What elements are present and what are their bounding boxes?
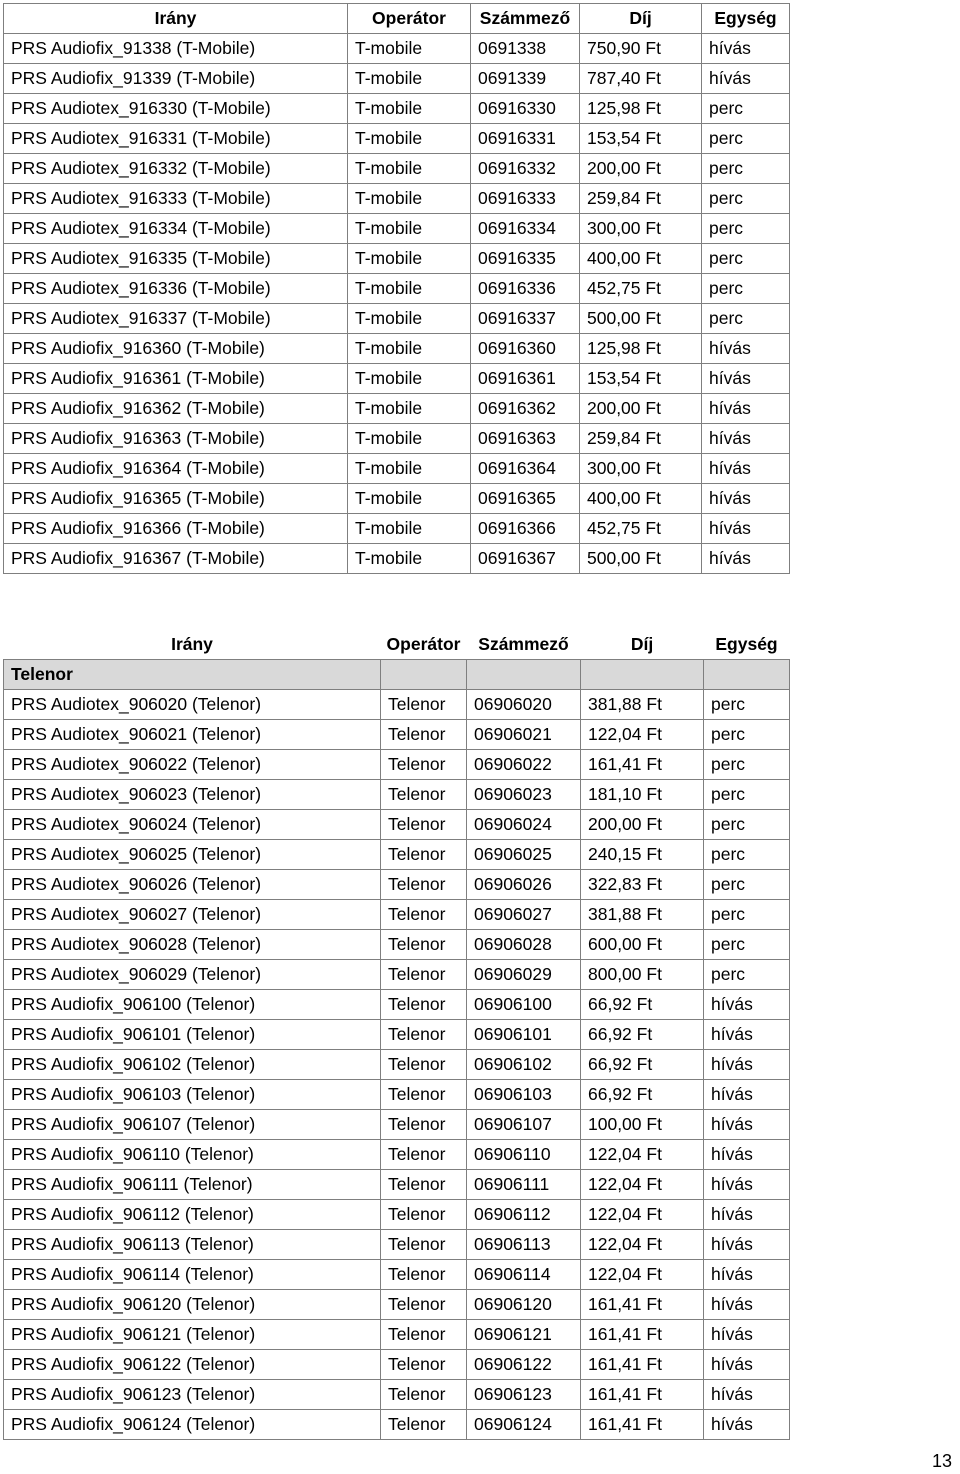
dij-cell: 122,04 Ft (581, 1140, 704, 1170)
table-row (4, 544, 790, 574)
egyseg-cell: perc (704, 750, 790, 780)
szammezo-cell: 06906026 (467, 870, 581, 900)
szammezo-cell: 0691338 (471, 34, 580, 64)
egyseg-cell: hívás (704, 1050, 790, 1080)
szammezo-cell: 06906024 (467, 810, 581, 840)
egyseg-cell: hívás (704, 1410, 790, 1440)
irany-cell: PRS Audiotex_906029 (Telenor) (4, 960, 381, 990)
egyseg-cell: hívás (704, 1170, 790, 1200)
table-row (4, 1200, 790, 1230)
dij-cell: 259,84 Ft (580, 424, 702, 454)
dij-cell: 200,00 Ft (580, 154, 702, 184)
table-header-row (4, 4, 790, 34)
operator-cell: Telenor (381, 990, 467, 1020)
operator-cell: Telenor (381, 1020, 467, 1050)
dij-cell: 122,04 Ft (581, 1200, 704, 1230)
egyseg-cell: hívás (702, 334, 790, 364)
table-row (4, 1020, 790, 1050)
col-header-irany: Irány (171, 633, 213, 654)
table-row (4, 990, 790, 1020)
table-row (4, 870, 790, 900)
szammezo-cell: 06916360 (471, 334, 580, 364)
table-row (4, 64, 790, 94)
table-row (4, 840, 790, 870)
egyseg-cell: perc (702, 94, 790, 124)
dij-cell: 240,15 Ft (581, 840, 704, 870)
table-row (4, 1380, 790, 1410)
egyseg-cell: hívás (704, 1020, 790, 1050)
irany-cell: PRS Audiotex_906025 (Telenor) (4, 840, 381, 870)
col-header-irany: Irány (4, 4, 348, 34)
dij-cell: 400,00 Ft (580, 244, 702, 274)
dij-cell: 66,92 Ft (581, 1080, 704, 1110)
operator-cell: Telenor (381, 1230, 467, 1260)
group-row-telenor (4, 660, 790, 690)
dij-cell: 66,92 Ft (581, 1020, 704, 1050)
szammezo-cell: 06906020 (467, 690, 581, 720)
irany-cell: PRS Audiotex_906023 (Telenor) (4, 780, 381, 810)
table-row (4, 364, 790, 394)
operator-cell: T-mobile (348, 64, 471, 94)
egyseg-cell: hívás (702, 484, 790, 514)
table-row (4, 750, 790, 780)
table-row (4, 930, 790, 960)
irany-cell: PRS Audiotex_906022 (Telenor) (4, 750, 381, 780)
dij-cell: 161,41 Ft (581, 1350, 704, 1380)
irany-cell: PRS Audiofix_916367 (T-Mobile) (4, 544, 348, 574)
dij-cell: 452,75 Ft (580, 514, 702, 544)
irany-cell: PRS Audiofix_906114 (Telenor) (4, 1260, 381, 1290)
table-row (4, 1110, 790, 1140)
irany-cell: PRS Audiotex_916331 (T-Mobile) (4, 124, 348, 154)
dij-cell: 259,84 Ft (580, 184, 702, 214)
dij-cell: 125,98 Ft (580, 334, 702, 364)
operator-cell: Telenor (381, 960, 467, 990)
dij-cell: 100,00 Ft (581, 1110, 704, 1140)
operator-cell: T-mobile (348, 514, 471, 544)
table-row (4, 394, 790, 424)
operator-cell: Telenor (381, 1140, 467, 1170)
szammezo-cell: 06916367 (471, 544, 580, 574)
szammezo-cell: 06906113 (467, 1230, 581, 1260)
operator-cell: T-mobile (348, 34, 471, 64)
egyseg-cell: perc (702, 304, 790, 334)
irany-cell: PRS Audiotex_916335 (T-Mobile) (4, 244, 348, 274)
col-header-egyseg: Egység (702, 4, 790, 34)
dij-cell: 161,41 Ft (581, 1380, 704, 1410)
szammezo-cell: 06906027 (467, 900, 581, 930)
operator-cell: T-mobile (348, 424, 471, 454)
szammezo-cell: 06916337 (471, 304, 580, 334)
dij-cell: 381,88 Ft (581, 690, 704, 720)
szammezo-cell: 06906029 (467, 960, 581, 990)
dij-cell: 122,04 Ft (581, 720, 704, 750)
szammezo-cell: 06906028 (467, 930, 581, 960)
table-row (4, 1230, 790, 1260)
irany-cell: PRS Audiofix_916362 (T-Mobile) (4, 394, 348, 424)
irany-cell: PRS Audiofix_906123 (Telenor) (4, 1380, 381, 1410)
irany-cell: PRS Audiofix_91338 (T-Mobile) (4, 34, 348, 64)
col-header-szammezo: Számmező (478, 633, 569, 654)
irany-cell: PRS Audiotex_916330 (T-Mobile) (4, 94, 348, 124)
table-row (4, 244, 790, 274)
egyseg-cell: hívás (704, 1140, 790, 1170)
operator-cell: Telenor (381, 1050, 467, 1080)
operator-cell: Telenor (381, 1200, 467, 1230)
operator-cell: T-mobile (348, 334, 471, 364)
operator-cell: T-mobile (348, 544, 471, 574)
egyseg-cell: perc (704, 720, 790, 750)
irany-cell: PRS Audiofix_916361 (T-Mobile) (4, 364, 348, 394)
szammezo-cell: 06906107 (467, 1110, 581, 1140)
szammezo-cell: 06906021 (467, 720, 581, 750)
operator-cell: T-mobile (348, 184, 471, 214)
egyseg-cell: perc (704, 960, 790, 990)
operator-cell: Telenor (381, 1110, 467, 1140)
szammezo-cell: 06906124 (467, 1410, 581, 1440)
szammezo-cell: 06906112 (467, 1200, 581, 1230)
egyseg-cell: perc (702, 154, 790, 184)
operator-cell: Telenor (381, 1260, 467, 1290)
table-row (4, 1140, 790, 1170)
szammezo-cell: 06916362 (471, 394, 580, 424)
egyseg-cell: hívás (704, 1380, 790, 1410)
egyseg-cell: perc (704, 810, 790, 840)
szammezo-cell: 06906110 (467, 1140, 581, 1170)
egyseg-cell: hívás (704, 1200, 790, 1230)
operator-cell: Telenor (381, 1170, 467, 1200)
egyseg-cell: perc (702, 124, 790, 154)
irany-cell: PRS Audiotex_916334 (T-Mobile) (4, 214, 348, 244)
egyseg-cell: hívás (702, 454, 790, 484)
operator-cell: Telenor (381, 900, 467, 930)
egyseg-cell: hívás (702, 544, 790, 574)
operator-cell: Telenor (381, 1350, 467, 1380)
szammezo-cell: 06916330 (471, 94, 580, 124)
table-row (4, 900, 790, 930)
irany-cell: PRS Audiofix_906107 (Telenor) (4, 1110, 381, 1140)
table-row (4, 334, 790, 364)
dij-cell: 750,90 Ft (580, 34, 702, 64)
operator-cell: Telenor (381, 1380, 467, 1410)
irany-cell: PRS Audiofix_906122 (Telenor) (4, 1350, 381, 1380)
szammezo-cell: 06916365 (471, 484, 580, 514)
operator-cell: T-mobile (348, 124, 471, 154)
table-row (4, 1260, 790, 1290)
szammezo-cell: 06906101 (467, 1020, 581, 1050)
dij-cell: 500,00 Ft (580, 304, 702, 334)
table-row (4, 810, 790, 840)
irany-cell: PRS Audiotex_916333 (T-Mobile) (4, 184, 348, 214)
operator-cell: T-mobile (348, 394, 471, 424)
egyseg-cell: hívás (702, 424, 790, 454)
operator-cell: Telenor (381, 720, 467, 750)
table-row (4, 514, 790, 544)
dij-cell: 381,88 Ft (581, 900, 704, 930)
table-row (4, 1080, 790, 1110)
col-header-egyseg: Egység (715, 633, 778, 654)
irany-cell: PRS Audiofix_906124 (Telenor) (4, 1410, 381, 1440)
irany-cell: PRS Audiofix_906112 (Telenor) (4, 1200, 381, 1230)
col-header-dij: Díj (630, 633, 654, 654)
egyseg-cell: hívás (704, 1080, 790, 1110)
irany-cell: PRS Audiofix_916363 (T-Mobile) (4, 424, 348, 454)
dij-cell: 200,00 Ft (580, 394, 702, 424)
tmobile-rates-table (3, 3, 790, 574)
irany-cell: PRS Audiofix_906101 (Telenor) (4, 1020, 381, 1050)
szammezo-cell: 06916336 (471, 274, 580, 304)
table-row (4, 214, 790, 244)
dij-cell: 300,00 Ft (580, 214, 702, 244)
operator-cell: Telenor (381, 1410, 467, 1440)
operator-cell: T-mobile (348, 154, 471, 184)
dij-cell: 200,00 Ft (581, 810, 704, 840)
dij-cell: 452,75 Ft (580, 274, 702, 304)
egyseg-cell: hívás (704, 1350, 790, 1380)
szammezo-cell: 06916332 (471, 154, 580, 184)
dij-cell: 500,00 Ft (580, 544, 702, 574)
dij-cell: 800,00 Ft (581, 960, 704, 990)
szammezo-cell: 06906114 (467, 1260, 581, 1290)
szammezo-cell: 06916366 (471, 514, 580, 544)
szammezo-cell: 06906025 (467, 840, 581, 870)
egyseg-cell: hívás (702, 34, 790, 64)
szammezo-cell: 06906122 (467, 1350, 581, 1380)
col-header-operator: Operátor (348, 4, 471, 34)
egyseg-cell: perc (704, 870, 790, 900)
operator-cell: T-mobile (348, 94, 471, 124)
dij-cell: 161,41 Ft (581, 1410, 704, 1440)
group-label: Telenor (4, 660, 381, 690)
dij-cell: 181,10 Ft (581, 780, 704, 810)
szammezo-cell: 06906120 (467, 1290, 581, 1320)
szammezo-cell: 06916363 (471, 424, 580, 454)
dij-cell: 322,83 Ft (581, 870, 704, 900)
irany-cell: PRS Audiofix_906103 (Telenor) (4, 1080, 381, 1110)
szammezo-cell: 0691339 (471, 64, 580, 94)
table-row (4, 1290, 790, 1320)
szammezo-cell: 06906123 (467, 1380, 581, 1410)
irany-cell: PRS Audiofix_906121 (Telenor) (4, 1320, 381, 1350)
irany-cell: PRS Audiotex_906024 (Telenor) (4, 810, 381, 840)
egyseg-cell: perc (704, 930, 790, 960)
szammezo-cell: 06906100 (467, 990, 581, 1020)
egyseg-cell: perc (702, 214, 790, 244)
szammezo-cell: 06906022 (467, 750, 581, 780)
operator-cell: Telenor (381, 1290, 467, 1320)
operator-cell: T-mobile (348, 214, 471, 244)
egyseg-cell: hívás (702, 514, 790, 544)
table-row (4, 720, 790, 750)
irany-cell: PRS Audiofix_916366 (T-Mobile) (4, 514, 348, 544)
irany-cell: PRS Audiofix_906110 (Telenor) (4, 1140, 381, 1170)
irany-cell: PRS Audiotex_906028 (Telenor) (4, 930, 381, 960)
egyseg-cell: perc (702, 274, 790, 304)
egyseg-cell: perc (702, 244, 790, 274)
egyseg-cell: hívás (704, 1110, 790, 1140)
table-row (4, 1320, 790, 1350)
operator-cell: T-mobile (348, 484, 471, 514)
table-row (4, 124, 790, 154)
egyseg-cell: perc (704, 690, 790, 720)
operator-cell: T-mobile (348, 304, 471, 334)
egyseg-cell: perc (702, 184, 790, 214)
dij-cell: 400,00 Ft (580, 484, 702, 514)
irany-cell: PRS Audiotex_906027 (Telenor) (4, 900, 381, 930)
egyseg-cell: perc (704, 780, 790, 810)
szammezo-cell: 06916364 (471, 454, 580, 484)
dij-cell: 122,04 Ft (581, 1170, 704, 1200)
egyseg-cell: hívás (704, 1290, 790, 1320)
table-row (4, 34, 790, 64)
szammezo-cell: 06906111 (467, 1170, 581, 1200)
szammezo-cell: 06916333 (471, 184, 580, 214)
table-row (4, 1050, 790, 1080)
irany-cell: PRS Audiotex_906021 (Telenor) (4, 720, 381, 750)
szammezo-cell: 06916334 (471, 214, 580, 244)
egyseg-cell: hívás (704, 990, 790, 1020)
irany-cell: PRS Audiofix_906113 (Telenor) (4, 1230, 381, 1260)
dij-cell: 66,92 Ft (581, 990, 704, 1020)
operator-cell: T-mobile (348, 274, 471, 304)
col-header-operator: Operátor (386, 633, 461, 654)
dij-cell: 600,00 Ft (581, 930, 704, 960)
egyseg-cell: perc (704, 900, 790, 930)
dij-cell: 153,54 Ft (580, 364, 702, 394)
dij-cell: 122,04 Ft (581, 1230, 704, 1260)
dij-cell: 122,04 Ft (581, 1260, 704, 1290)
col-header-dij: Díj (580, 4, 702, 34)
table-row (4, 1170, 790, 1200)
egyseg-cell: hívás (704, 1260, 790, 1290)
egyseg-cell: perc (704, 840, 790, 870)
operator-cell: Telenor (381, 1080, 467, 1110)
table-row (4, 960, 790, 990)
table-row (4, 154, 790, 184)
dij-cell: 161,41 Ft (581, 750, 704, 780)
operator-cell: Telenor (381, 780, 467, 810)
dij-cell: 300,00 Ft (580, 454, 702, 484)
irany-cell: PRS Audiofix_906100 (Telenor) (4, 990, 381, 1020)
table-row (4, 780, 790, 810)
table-row (4, 1350, 790, 1380)
irany-cell: PRS Audiofix_91339 (T-Mobile) (4, 64, 348, 94)
table-row (4, 1410, 790, 1440)
irany-cell: PRS Audiotex_916337 (T-Mobile) (4, 304, 348, 334)
szammezo-cell: 06916361 (471, 364, 580, 394)
szammezo-cell: 06906102 (467, 1050, 581, 1080)
dij-cell: 66,92 Ft (581, 1050, 704, 1080)
dij-cell: 153,54 Ft (580, 124, 702, 154)
telenor-rates-table (3, 630, 790, 1440)
irany-cell: PRS Audiotex_916332 (T-Mobile) (4, 154, 348, 184)
table-row (4, 454, 790, 484)
egyseg-cell: hívás (702, 64, 790, 94)
egyseg-cell: hívás (702, 364, 790, 394)
egyseg-cell: hívás (702, 394, 790, 424)
operator-cell: Telenor (381, 750, 467, 780)
col-header-szammezo: Számmező (471, 4, 580, 34)
irany-cell: PRS Audiofix_906111 (Telenor) (4, 1170, 381, 1200)
irany-cell: PRS Audiofix_916365 (T-Mobile) (4, 484, 348, 514)
dij-cell: 125,98 Ft (580, 94, 702, 124)
irany-cell: PRS Audiotex_916336 (T-Mobile) (4, 274, 348, 304)
irany-cell: PRS Audiotex_906020 (Telenor) (4, 690, 381, 720)
irany-cell: PRS Audiofix_906102 (Telenor) (4, 1050, 381, 1080)
table-row (4, 274, 790, 304)
irany-cell: PRS Audiofix_916360 (T-Mobile) (4, 334, 348, 364)
dij-cell: 787,40 Ft (580, 64, 702, 94)
table-header-row (4, 630, 790, 660)
irany-cell: PRS Audiotex_906026 (Telenor) (4, 870, 381, 900)
table-row (4, 304, 790, 334)
egyseg-cell: hívás (704, 1320, 790, 1350)
table-row (4, 94, 790, 124)
operator-cell: Telenor (381, 840, 467, 870)
dij-cell: 161,41 Ft (581, 1320, 704, 1350)
szammezo-cell: 06906023 (467, 780, 581, 810)
szammezo-cell: 06906121 (467, 1320, 581, 1350)
operator-cell: T-mobile (348, 364, 471, 394)
table-row (4, 424, 790, 454)
operator-cell: Telenor (381, 930, 467, 960)
irany-cell: PRS Audiofix_906120 (Telenor) (4, 1290, 381, 1320)
operator-cell: Telenor (381, 810, 467, 840)
table-row (4, 690, 790, 720)
table-row (4, 184, 790, 214)
szammezo-cell: 06906103 (467, 1080, 581, 1110)
operator-cell: Telenor (381, 1320, 467, 1350)
szammezo-cell: 06916335 (471, 244, 580, 274)
irany-cell: PRS Audiofix_916364 (T-Mobile) (4, 454, 348, 484)
operator-cell: Telenor (381, 870, 467, 900)
dij-cell: 161,41 Ft (581, 1290, 704, 1320)
operator-cell: T-mobile (348, 244, 471, 274)
operator-cell: T-mobile (348, 454, 471, 484)
szammezo-cell: 06916331 (471, 124, 580, 154)
egyseg-cell: hívás (704, 1230, 790, 1260)
operator-cell: Telenor (381, 690, 467, 720)
page-number: 13 (931, 1451, 952, 1471)
table-row (4, 484, 790, 514)
